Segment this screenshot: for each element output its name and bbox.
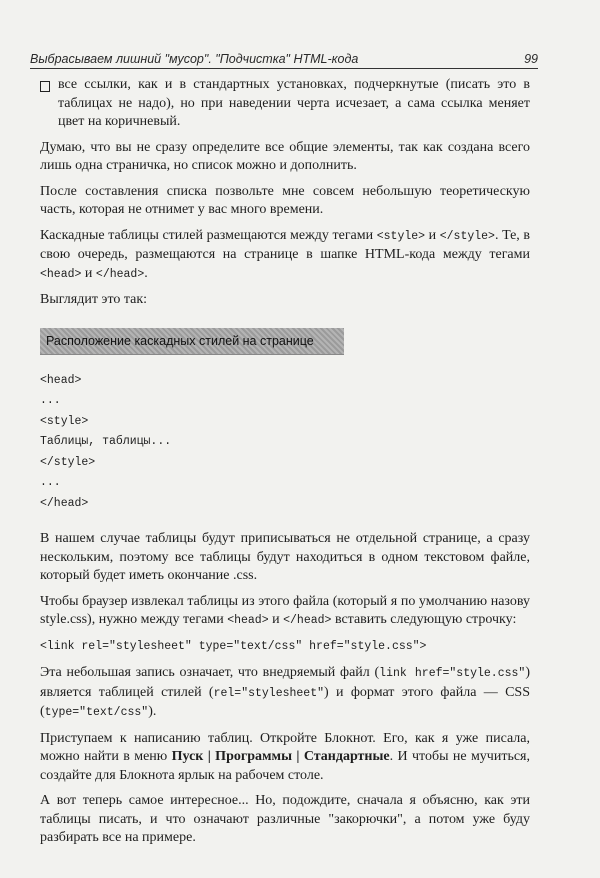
inline-code: rel="stylesheet" (213, 686, 325, 700)
listing-title-band: Расположение каскадных стилей на странице (40, 328, 344, 355)
code-line: </head> (40, 496, 89, 510)
code-line: <style> (40, 414, 89, 428)
bullet-text: все ссылки, как и в стандартных установках, подчеркнутые (писать это в таблицах не надо), но при наведении черта исчезает, а сама ссылка меняет цвет на коричневый. (58, 77, 530, 129)
text: Приступаем к написанию таблиц. Откройте Блокнот. Его, как я уже писала, можно найти в меню (40, 730, 530, 764)
paragraph-6 (40, 593, 530, 631)
inline-code: </head> (283, 614, 332, 627)
text: Каскадные таблицы стилей размещаются между тегами (40, 227, 377, 243)
inline-code: link href="style.css" (379, 667, 526, 680)
code-line: Таблицы, таблицы... (40, 435, 172, 448)
paragraph-8 (40, 730, 530, 786)
text: ). (148, 704, 157, 719)
page-number: 99 (524, 52, 538, 66)
inline-code: <head> (227, 614, 269, 627)
square-bullet-icon (40, 81, 50, 92)
inline-code: <style> (376, 229, 426, 243)
inline-code: type="text/css" (44, 706, 149, 719)
inline-code: </style> (439, 229, 495, 243)
inline-code: </head> (95, 267, 145, 281)
chapter-title: Выбрасываем лишний "мусор". "Подчистка" HTML-кода (30, 52, 359, 66)
code-line: <head> (40, 373, 82, 387)
text: вставить следующую строчку: (331, 612, 517, 627)
paragraph-7 (40, 664, 530, 723)
paragraph-9: А вот теперь самое интересное... Но, подождите, сначала я объясню, как эти таблицы писать, и что означают различные "закорючки", а потом уже буду разбирать все на примере. (40, 793, 530, 845)
text: Чтобы браузер извлекал таблицы из этого файла (который я по умолчанию назову style.css), нужно между тегами (40, 593, 530, 627)
page-content (40, 76, 530, 855)
menu-path: Пуск | Программы | Стандартные (171, 749, 390, 764)
text: . И чтобы не мучиться, создайте для Блокнота ярлык на рабочем столе. (40, 749, 530, 783)
link-code-line: <link rel="stylesheet" type="text/css" href="style.css"> (40, 639, 427, 653)
text: Эта небольшая запись означает, что внедряемый файл ( (40, 665, 380, 680)
paragraph-1: Думаю, что вы не сразу определите все общие элементы, так как создана всего лишь одна страничка, но список можно и дополнить. (40, 139, 530, 173)
code-line: </style> (40, 455, 96, 469)
text: и (81, 265, 96, 281)
text: и (425, 227, 440, 243)
paragraph-2: После составления списка позвольте мне совсем небольшую теоретическую часть, которая не отнимет у вас много времени. (40, 183, 530, 217)
paragraph-3 (40, 227, 530, 285)
paragraph-4: Выглядит это так: (40, 292, 148, 307)
text: ) и формат этого файла — CSS ( (40, 684, 530, 719)
text: . (144, 265, 148, 281)
text: ) является таблицей стилей ( (40, 665, 530, 700)
inline-code: <head> (40, 267, 82, 281)
running-header (30, 52, 538, 69)
text: и (268, 612, 284, 627)
code-listing (40, 371, 530, 515)
paragraph-5: В нашем случае таблицы будут приписываться не отдельной странице, а сразу нескольким, поэтому все таблицы будут находиться в одном текстовом файле, который будет иметь окончание .css. (40, 531, 530, 583)
bullet-item (40, 76, 530, 132)
code-line: ... (40, 394, 61, 407)
code-line: ... (40, 476, 61, 489)
text: . Те, в свою очередь, размещаются на странице в шапке HTML-кода между тегами (40, 227, 531, 262)
